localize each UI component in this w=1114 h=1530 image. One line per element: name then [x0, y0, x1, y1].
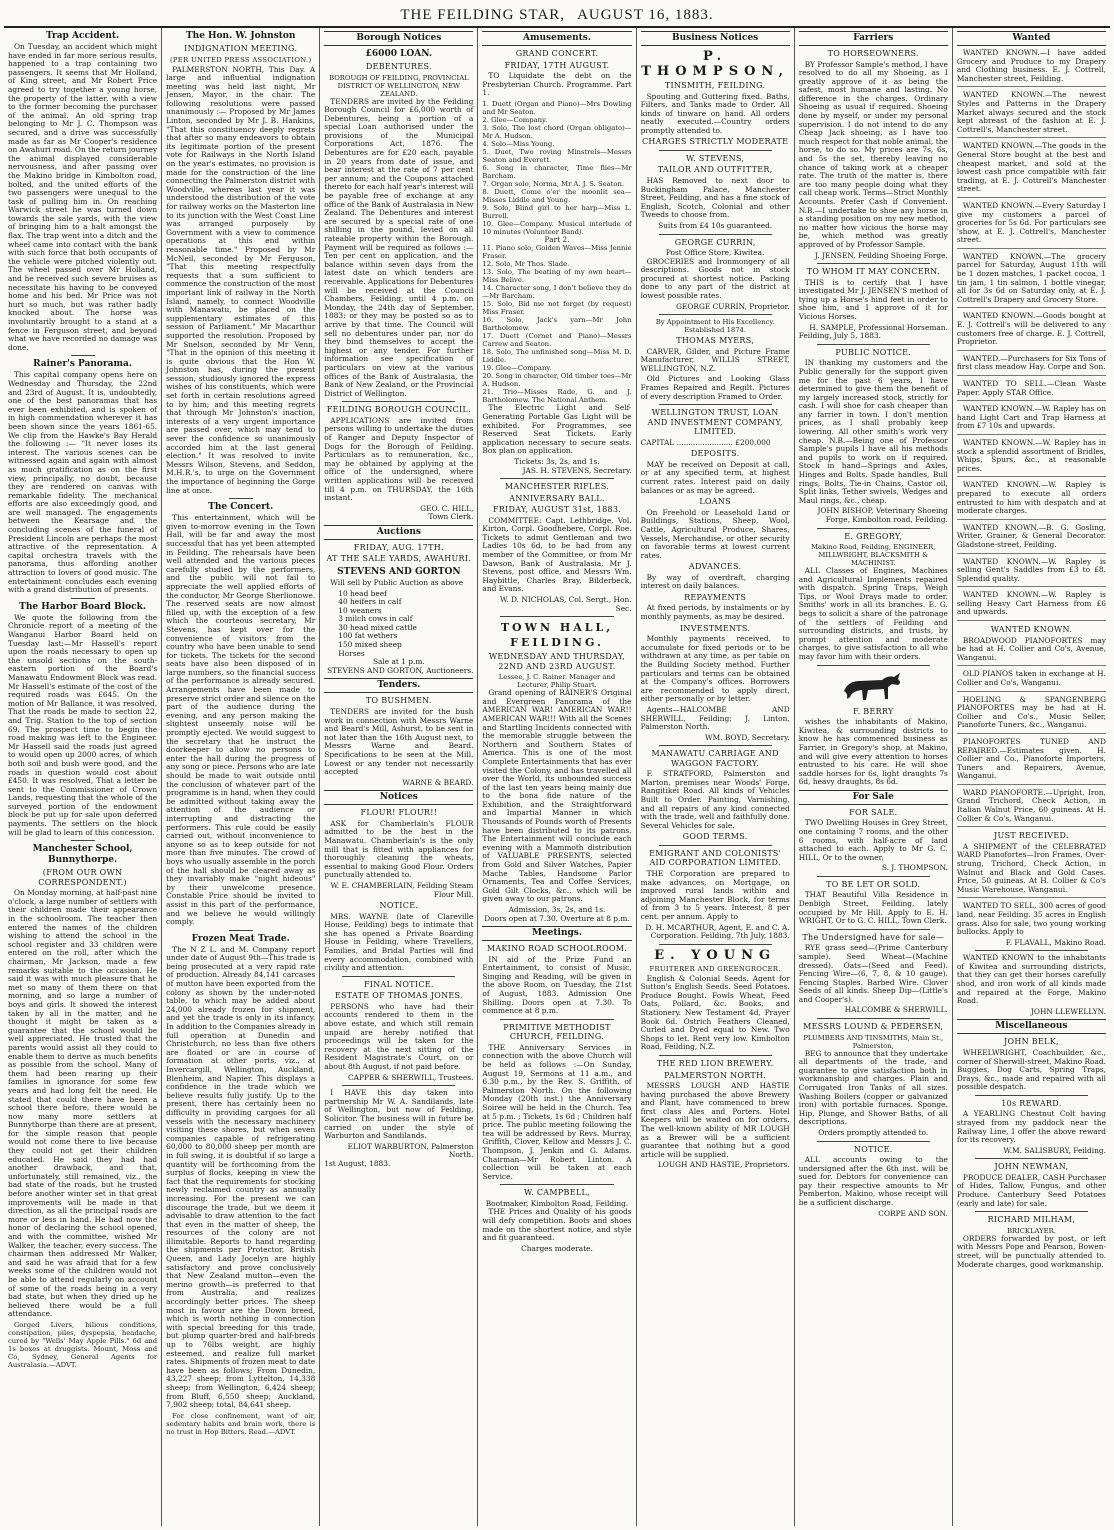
makino-school-body: IN aid of the Prize Fund an Entertainment, to consist of Music, Singing and Reading, will be given in the above Room, on Tuesday, the 21st of August, 1883. Admission One Shilling. Doors open at 7.30. To commence at 8 p.m. — [482, 954, 632, 1016]
for-sale-band: For Sale — [799, 790, 948, 805]
wayne-notice-body: MRS. WAYNE (late of Clareville House, Feilding) begs to intimate that she has opened a Private Boarding House in Feilding, where Travellers, Families, and Bridal Parties will find every accommodation, combined with civility and attention. — [324, 911, 474, 973]
meat-heading: Frozen Meat Trade. — [191, 933, 290, 944]
wanted-item: WANTED KNOWN.—B. G. Gosling, Writer, Grainer, & General Decorator. Gladstone-street, Feilding. — [957, 524, 1106, 554]
gregory-heading: E. GREGORY, — [844, 531, 903, 541]
to-let-heading: TO BE LET OR SOLD. — [826, 879, 921, 889]
belk-heading: JOHN BELK, — [1003, 1037, 1059, 1047]
carriage-terms: GOOD TERMS. — [682, 832, 748, 842]
school-body: On Monday morning, at half-past nine o'clock, a large number of settlers with their children made their appearance in the schoolroom. The teacher then entered the names of the children wishing to attend the school in the school register and 33 children were entered on the roll, after which the chairman, Mr Jackson, made a few remarks suitable to the occasion. He said it was with much pleasure that he met so many of them there on that morning, and so large a number of boys and girls. It showed the interest taken by all in the matter, and he thought it might be taken as a guarantee that the school would be well appreciated. He trusted that the parents would assist all they could to enable them to derive as much benefits as possible from the school. Many of them had been rearing up their families in ignorance for some few years and had long felt the need. He stated that could there have been a school there before, there would be now many more settlers at Bunnythorpe than there are at present, for the simple reason that people would not come there to live because they could not get their children educated. He said they had had another drawback, and that, unfortunately, still remained, viz., the bad state of the roads, but he trusted before another winter set in that great improvements will be made in that direction, as all the principal roads are more or less in hand. He had now the honor of declaring the school opened, and with the committee, wished Mr Walker, the teacher, every success. The chairman then addressed Mr Walker, and said he was afraid that for a few weeks some of the children would not be able to attend regularly on account of some of the roads being in a very bad state, but when they dried up he believed there would be a full attendance. — [8, 888, 158, 1319]
town-hall-doors: Doors open at 7.30. Overture at 8 p.m. — [484, 913, 630, 923]
programme-item: 16. Solo, Jack's yarn—Mr John Bartholomew. — [482, 316, 632, 333]
berry-heading: F. BERRY — [852, 706, 894, 716]
newman-body: PRODUCE DEALER, CASH Purchaser of Hides, Tallow, Fungus, and other Produce. Canterbury Seed Potatoes (early and late) for sale. — [956, 1172, 1106, 1208]
programme-item: 8. Duett, Come o'er the moonlit sea—Misses Liddle and Young. — [482, 187, 632, 204]
programme-item: 1. Duett (Organ and Piano)—Mrs Dowling and Mr Seaton. — [482, 99, 632, 116]
to-let-body: THAT Beautiful Villa Residence in Denbigh Street, Feilding, lately occupied by Mr Hill. Apply to E. H. WRIGHT, Or to G. C. HILL, Town Clerk. — [798, 890, 948, 926]
auction-firm: STEVENS AND GORTON — [337, 566, 461, 577]
primitive-heading: PRIMITIVE METHODIST CHURCH, FEILDING. — [503, 1022, 611, 1042]
column-3 — [320, 28, 478, 1526]
currin-heading: GEORGE CURRIN, — [674, 237, 756, 247]
horse-icon — [838, 669, 908, 705]
miscellaneous-band: Miscellaneous — [957, 1019, 1106, 1034]
column-1 — [4, 28, 162, 1526]
campbell-sig: Charges moderate. — [521, 1243, 593, 1253]
trust-deposits-body: MAY be received on Deposit at call, or at any specified term, at highest current rates. Interest paid on daily balances or as may be agreed. — [640, 459, 790, 495]
programme-item: 21. Trio—Misses Rade, G. and J. Bartholomew. The National Anthem. — [482, 388, 632, 405]
bushmen-heading: TO BUSHMEN. — [365, 696, 432, 706]
johnston-subheading: INDIGNATION MEETING. — [184, 44, 298, 53]
programme-item: 3. Solo, The lost chord (Organ obligato)—Mr A. Hudson. — [482, 123, 632, 140]
auction-item: 3 milch cows in calf — [338, 614, 413, 624]
programme-item: 20. Song in character, Old timber toes—Mr A. Hudson. — [482, 372, 632, 389]
horseowners-sig: J. JENSEN, Feilding Shoeing Forge. — [815, 250, 948, 260]
column-7 — [953, 28, 1110, 1526]
gregory-sub: Makino Road, Feilding, ENGINEER, MILLWRIGHT, BLACKSMITH & MACHINIST. — [811, 543, 936, 568]
horseowners-heading: TO HORSEOWNERS. — [827, 49, 919, 58]
town-hall-lessee: Lessee, J. C. Rainer. Manager and Lecturer, Philip Stuart. — [498, 673, 616, 690]
thompson-charges: CHARGES STRICTLY MODERATE — [641, 137, 789, 147]
milham-heading: RICHARD MILHAM, — [987, 1215, 1076, 1225]
masthead-date: AUGUST 16, 1883. — [577, 6, 714, 23]
wanted-item: WANTED KNOWN.—The grocery parcel for Saturday, August 11th will be 1 dozen matches, 1 packet cocoa, 1 tin jam, 1 tin salmon, 1 bottle vinegar, all for 3s 6d on Saturday only, at E. J. Cottrell's Drapery and Grocery Store. — [957, 253, 1106, 309]
ward-piano-body: WARD PIANOFORTE.—Upright, Iron, Grand Trichord, Check Action, in Italian Walnut Price, 60 guineas. At H. Collier & Co's, Wanganui. — [957, 789, 1106, 827]
undersigned-sig: HALCOMBE & SHERWILL. — [844, 1005, 948, 1015]
emigrant-body: THE Corporation are prepared to make advances, on Mortgage, on improved rural lands within and adjoining Manchester Block, for terms of from 3 to 5 years. Interest, 8 per cent. per annum. Apply to — [640, 868, 790, 921]
programme-item: 5. Duet, Two roving Minstrels—Messrs Seaton and Everett. — [482, 147, 632, 164]
wanted-item: WANTED KNOWN.—Every Saturday I give my customers a parcel of groceries for 5s 6d. For particulars see 'show, at E. J. Cottrell's, Manchester street. — [957, 202, 1106, 249]
red-lion-sig: LOUGH AND HASTIE, Proprietors. — [657, 1160, 790, 1170]
wanted-item: WANTED TO SELL.—Clean Waste Paper. Apply STAR Office. — [957, 380, 1106, 401]
currin-body: GROCERIES and Ironmongery of all descriptions. Goods not in stock procured at shortest notice. Packing done to any part of the district at lowest possible rates. — [640, 256, 790, 300]
programme-item: 2. Glee—Company. — [482, 115, 548, 124]
town-hall-admission: Admission, 3s, 2s, and 1s. — [508, 905, 606, 914]
auction-item: 10 head beef — [338, 588, 387, 598]
trust-heading: WELLINGTON TRUST, LOAN AND INVESTMENT COMPANY, LIMITED. — [647, 408, 783, 437]
debentures-body: TENDERS are invited by the Feilding Borough Council for £6,000 worth of Debentures, being a portion of a special Loan authorised under the provisions of the Municipal Corporations Act, 1876. The Debentures are for £20 each, payable in 20 years from date of issue, and bear interest at the rate of 7 per cent per annum; and the Coupons attached thereto for each half year's interest will be payable free of exchange at any office of the Bank of Australasia in New Zealand. The Debentures and interest are secured by a special rate of one shilling in the pound, levied on all rateable property within the Borough. Payment will be required as follows :— Ten per cent on application, and the balance within seven days from the latest date on which tenders are receivable. Applications for Debentures will be received at the Council Chambers, Feilding, until 4 p.m. on Monday, the 24th day of September, 1883; or they may be posted so as to arrive by that time. The Council will sell no debentures under par, nor do they bind themselves to accept the highest or any tender. For further information see specification of particulars on view at the various offices of the Bank of Australasia, the Bank of New Zealand, or the Provincial District of Wellington. — [324, 96, 474, 398]
bushmen-body: TENDERS are invited for the bush work in connection with Messrs Warne and Beard's Mill, Ashurst, to be sent in not later than the 16th August next, to Messrs Warne and Beard. Specifications to be seen at the Mill. Lowest or any tender not necessarily accepted — [324, 706, 474, 777]
trust-sig: WM. BOYD, Secretary. — [705, 732, 790, 742]
wanted-item: WANTED KNOWN.—W. Rapley has in stock a splendid assortment of Bridles, Whips, Spurs, &c., at reasonable prices. — [957, 439, 1106, 477]
hoeling-body: HOELING & SPANGENBERG PIANOFORTES may be had at H. Collier and Co's., Music Seller, Pianoforte Tuners, &c., Wanganui. — [957, 696, 1106, 734]
auction-time: Sale at 1 p.m. — [372, 657, 425, 667]
loan-heading: £6000 LOAN. — [365, 49, 433, 59]
milham-body: ORDERS forwarded by post, or left with Messrs Pope and Pearson, Bowen-street, will be punctually attended to. Moderate charges, good workmanship. — [956, 1233, 1106, 1269]
campbell-sub: Bootmaker, Kimbolton Road, Feilding. — [485, 1198, 629, 1208]
warburton-date: 1st August, 1883. — [324, 1158, 391, 1168]
gregory-body: ALL Classes of Engines, Machines and Agricultural Implements repaired with dispatch. Spring Traps, Weigh Tips, or Wool Drays made to order. Smiths' work in all its branches. E. G. begs to solicit a share of the patronage of the settlers of Feilding and surrounding districts, and trusts, by prompt attention and moderate charges, to give satisfaction to all who may favor him with their orders. — [798, 566, 948, 662]
land-for-sale-body: WANTED TO SELL, 300 acres of good land, near Feilding. 35 acres in English grass. Also for sale, two young working bullocks. Apply to — [956, 901, 1106, 937]
berry-body: wishes the inhabitants of Makino, Kiwitea, & surrounding districts to know he has commenced business as Farrier, in Gregory's shop, at Makino, and will give every attention to horses entrusted to his care. He will shoe saddle horses for 6s, light draughts 7s 6d, heavy draughts, 8s 6d. — [798, 717, 948, 787]
grand-concert-date: FRIDAY, 17TH AUGUST. — [504, 60, 610, 70]
town-clerk-sig: Town Clerk. — [428, 512, 474, 522]
broadwood-body: BROADWOOD PIANOFORTES may be had at H. Collier and Co's, Avenue, Wanganui. — [957, 637, 1106, 667]
column-6 — [795, 28, 953, 1526]
auction-item: 10 weaners — [338, 605, 382, 615]
ball-body: COMMITTEE: Capt. Lethbridge, Vol. Kirton, Corpl. Goodhebere, Corpl. Roe. Tickets to admit Gentleman and two Ladies 10s 6d, to be had from any member of the Committee, or from Mr Dawson, Bank of Australasia, Mr J. Stevens, post office, and Messrs Wm. Haybittle, Charles Bray, Bilderbeck, and Evans. — [482, 515, 632, 594]
grand-concert-light: The Electric Light and Self-Generating Portable Gas Light will be exhibited. For Programmes, see Reserved Seat Tickets. Early application necessary to secure seats. Box plan on application. — [482, 403, 632, 456]
programme-item: 10. Glee—Company. Musical interlude of 10 minutes (Volunteer Band). — [482, 219, 632, 236]
thompson-sub: TINSMITH, FEILDING. — [664, 81, 766, 90]
trust-investments-heading: INVESTMENTS. — [679, 623, 751, 633]
corpe-notice-sig: CORPE AND SON. — [878, 1208, 948, 1218]
auction-item: 40 heifers in calf — [338, 597, 402, 607]
harbor-heading: The Harbor Board Block. — [19, 601, 146, 612]
pills-advt: Gorged Livers, bilious conditions, constipation, piles, dyspepsia, headache, cured by "Wells' May Apple Pills." 6d and 1s boxes at druggists. Mount, Moss and Co, Sydney, General Agents for Australasia.—ADVT. — [8, 1320, 158, 1369]
final-notice-heading: FINAL NOTICE. — [363, 979, 434, 989]
lound-body: BEG to announce that they undertake all departments of the trade, and guarantee to give satisfaction both in workmanship and charges. Plain and Corrugated Iron Tanks of all sizes. Washing Boilers (copper or galvanized iron) with portable furnaces. Sponge, Hip, Plunge, and Shower Baths, of all descriptions. — [798, 1048, 948, 1127]
johnston-press: (PER UNITED PRESS ASSOCIATION.) — [169, 55, 312, 64]
currin-sig: GEORGE CURRIN, Proprietor. — [676, 301, 790, 311]
for-sale-heading: FOR SALE. — [849, 807, 898, 817]
trust-deposits-heading: DEPOSITS. — [690, 449, 740, 459]
notices-band: Notices — [324, 790, 473, 805]
column-5 — [637, 28, 795, 1526]
lound-heading: MESSRS LOUND & PEDERSEN, — [803, 1022, 944, 1032]
rainer-heading: Rainer's Panorama. — [33, 359, 132, 370]
just-received-body: A SHIPMENT of the CELEBRATED WARD Pianofortes—Iron Frames, Over-strung, Trichord, Check Action, in Walnut and Black and Gold Cases. Price, 50 guineas. At H. Collier & Co's Music Warehouse, Wanganui. — [957, 843, 1106, 899]
carriage-heading: MANAWATU CARRIAGE AND WAGGON FACTORY. — [651, 749, 779, 768]
programme-item: 12. Solo, Mr Thos. Slade. — [482, 260, 570, 269]
flour-sig: W. E. CHAMBERLAIN, Feilding Steam Flour Mill. — [330, 880, 474, 899]
public-notice-heading: PUBLIC NOTICE. — [835, 347, 912, 357]
undersigned-body: RYE grass seed—(Prime Canterbury sample). Seed Wheat—(Machine dressed). Oats—(Seed and Feed). Fencing Wire—(6, 7, 8, & 10 gauge). Fencing Staples. Barbed Wire. Clover Seeds of all kinds. Sheep Dip—(Little's and Cooper's). — [798, 943, 948, 1004]
to-whom-date: Feilding, July 5, 1883. — [798, 331, 881, 341]
wanted-item: WANTED KNOWN.—The goods in the General Store bought at the best and cheapest market, and sold at the lowest cash price compatible with fair trading, at E. J. Cottrell's Manchester street. — [957, 142, 1106, 198]
town-hall-dates: WEDNESDAY AND THURSDAY, 22ND AND 23RD AUGUST. — [488, 652, 626, 671]
wanted-item: WANTED KNOWN.—W. Rapley is prepared to execute all orders entrusted to him with despatch and at moderate charges. — [957, 481, 1106, 519]
programme-item: 18. Solo, The unfinished song—Miss M. D. Liddle. — [482, 348, 632, 365]
to-whom-sig: H. SAMPLE, Professional Horseman. — [809, 322, 948, 332]
auction-body: Will sell by Public Auction as above — [330, 577, 464, 587]
jones-sig: CAPPER & SHERWILL, Trustees. — [348, 1072, 474, 1082]
campbell-heading: W. CAMPBELL, — [524, 1188, 590, 1198]
makino-school-heading: MAKINO ROAD SCHOOLROOM. — [486, 944, 628, 954]
emigrant-sig: D. H. MCARTHUR, Agent, E. and C. A. Corporation. Feilding, 7th July, 1883. — [645, 922, 790, 941]
columns — [4, 28, 1110, 1526]
stevens-body: HAS Removed to next door to Buckingham Palace, Manchester Street, Feilding, and has a fine stock of English, Scotch, Colonial and other Tweeds to choose from. — [640, 175, 790, 220]
debentures-heading: DEBENTURES. — [365, 62, 432, 71]
programme-part-2-label: Part 2. — [544, 234, 570, 244]
ball-sig: W. D. NICHOLAS, Col. Sergt., Hon. Sec. — [500, 594, 632, 613]
myers-body: Old Pictures and Looking Glass Frames Repaired and Regilt. Pictures of every description Framed to Order. — [640, 374, 790, 401]
tenders-band: Tenders. — [324, 678, 473, 693]
public-notice-body: IN thanking my customers and the Public generally for the support given me for the past 6 years, I have determined to give them the benefit of my largely increased stock, strictly for cash. I will shoe for cash cheaper than any farrier in town. I don't mention prices, as I shall probably keep lowering. All other smith's work very cheap. N.B.—Being one of Professor Sample's pupils I have all his methods and pupils to work on if required. Stock in hand—Springs and Axles, Hinges and Bolts, Spade handles, Bull rings, Bolts, Tie-in Chains, Castor oil, Split links, Tether swivels, Wedges and Maul rings, &c., cheap. — [798, 358, 948, 505]
for-sale-body: TWO Dwelling Houses in Grey Street, one containing 7 rooms, and the other 6 rooms, with half-acre of land attached to each. Apply to Mr G. C. HILL, Or to the owner, — [798, 818, 948, 862]
programme-part-1 — [482, 100, 631, 236]
ball-date: FRIDAY, AUGUST 31st, 1883. — [492, 505, 622, 515]
trap-accident-body: On Tuesday, an accident which might have ended in far more serious results, happened to a trap containing two passengers. It seems that Mr Holland, of King street, and Mr Robert Price agreed to try together a young horse, the property of the latter, with a view to the former becoming the purchaser of the animal. An old spring trap belonging to Mr J. C. Thompson was secured, and a drive was successfully made as far as Mr Cooper's residence on Awahuri road. On the return journey the animal displayed considerable nervousness, and after passing over the Makino bridge in Kimbolton road, bolted, and the united efforts of the two passengers were unequal to the task of pulling him in. On reaching Warwick street he was turned down towards the sale yards, with the view of bringing him to a halt amongst the flax. The trap went into a ditch and the wheel came into contact with the bank with such force that both occupants of the vehicle were pitched violently out. The wheel passed over Mr Holland, and he received such severe bruises as necessitate his having to be conveyed home and his bed. Mr Price was not hurt so much, but was rather badly knocked about. The horse was involuntarily brought to a stand at a fence in Ferguson street, and beyond what we have recorded no damage was done. — [8, 42, 158, 352]
trust-advances-body: By way of overdraft, charging interest on daily balances. — [640, 572, 790, 591]
ball-heading: ANNIVERSARY BALL. — [509, 493, 605, 503]
auction-date: FRIDAY, AUG. 17TH. — [353, 542, 444, 552]
trust-loans-body: On Freehold or Leasehold Land or Buildings, Stations, Sheep, Wool, Cattle, Agricultural Produce, Shares, Vessels, Merchandise, or other security on favorable terms at lowest current rates. — [640, 507, 790, 560]
column-4 — [478, 28, 636, 1526]
meat-body: The N Z L. and M. Company report under date of August 9th—This trade is being prosecuted at a very rapid rate of production. Already 84,141 carcases of mutton have been exported from the colony as shown by the under-noted table, to which may be added about 24,000 already frozen for shipment, and yet the trade is only in its infancy. In addition to the Companies already in full operation at Dunedin and Christchurch, no less than five others are floated or are in course of formation at other ports, viz., at Invercargill, Wellington, Auckland, Blenheim, and Napier. This displays a confidence in the trade which we believe results fully justify. Up to the present, there has certainly been no difficulty in providing cargoes for all vessels with the necessary machinery visiting these shores, but when seven companies capable of refrigerating 60,000 to 80,000 sheep per month are in full swing, it is doubtful if so large a quantity will be forthcoming from the surplus of flocks, keeping in view the fact that the requirements for stocking newly reclaimed country as annually increasing. For the present we can discourage the trade, but we deem it advisable to draw attention to the fact that even in the matter of sheep, the resources of the colony are not illimitable. Reports to hand regarding the shipments per Protector, British Queen, and Lady Jocelyn are highly satisfactory and prove conclusively that New Zealand mutton—even the merino growth—is preferred to that from Australia, and realizes accordingly better prices. The sheep most in favour are the Down breed, which is worth nothing in connection with special breeding for this trade, but plump quarter-bred and half-breds up to 76lbs weight, are highly esteemed, and realize full market rates. Shipments of frozen meat to date have been as follows; From Dunedin, 43,227 sheep; from Lyttelton, 14,338 sheep; from Wellington, 6,424 sheep; from Bluff, 6,550 sheep; Auckland, 7,902 sheep; total, 84,641 sheep. — [166, 944, 316, 1410]
carriage-body: F. STRATFORD, Palmerston and Marton, premises near Woods' Forge, Rangitikei Road. All kinds of Vehicles Built to Order. Painting, Varnishing, and all repairs of any kind connected with the trade, well and faithfully done. Several Vehicles for sale. — [640, 769, 790, 830]
programme-item: 6. Song in character, Time flies—Mr Barcham. — [482, 163, 632, 180]
geo-hill-sig: GEO. C. HILL, — [420, 503, 474, 513]
reward-sig: W.M. SALISBURY, Feilding. — [1003, 1145, 1106, 1155]
programme-item: 9. Solo, Blind girl to her harp—Miss L. Burrell. — [482, 203, 632, 220]
grand-concert-body: TO Liquidate the debt on the Presbyterian Church. Programme. Part 1. — [482, 71, 632, 98]
johnston-heading: The Hon. W. Johnston — [185, 31, 296, 41]
auction-item: 30 head mixed cattle — [338, 622, 417, 632]
harbor-body: We quote the following from the Chronicle report of a meeting of the Wanganui Harbor Board held on Tuesday last:—Mr Hassell's report upon the roads necessary to open up the unsold sections on the south-eastern portion of the Board's Manawatu Endowment Block was read. Mr Hassell's estimate of the cost of the required roads was £645. On the motion of Mr Ballance, it was resolved, That the roads be made to section 22, and Trig. Station to the top of section 69. The prospect time to begin the road making was left to the Engineer. Mr Hassell said the roads just agreed to would open up 2000 acres, of which both soil and bush were good, and the roads in question would cost about £450. It was resolved, That a letter be sent to the Commissioner of Crown Lands, requesting that the whole of the surveyed portion of the endowment block be put up for sale upon deferred payments. The settlers on the block will be glad to learn of this concession. — [8, 612, 158, 837]
trust-loans-heading: LOANS — [699, 497, 731, 507]
auction-items — [324, 590, 473, 659]
auction-place: AT THE SALE YARDS, AWAHURI. — [326, 554, 472, 564]
bitters-advt: For close confinement, want of air, sedentary habits and brain work, there is no trust in Hop Bitters. Read.—ADVT. — [166, 1411, 316, 1436]
campbell-body: THE Prices and Quality of his goods will defy competition. Boots and shoes made on the shortest notice, and style and fit guaranteed. — [482, 1207, 632, 1243]
fbc-heading: FEILDING BOROUGH COUNCIL. — [326, 405, 471, 415]
myers-sub: CARVER, Gilder, and Picture Frame Manufacturer, WILLIS STREET, WELLINGTON, N.Z. — [640, 346, 790, 373]
young-heading: E. YOUNG — [654, 947, 777, 963]
grand-concert-heading: GRAND CONCERT. — [515, 49, 599, 58]
flour-heading: FLOUR! FLOUR!! — [360, 808, 438, 818]
trust-agents: Agents—HALCOMBE AND SHERWILL, Feilding; J. Linton, Palmerston North. — [640, 704, 790, 732]
wanted-item: WANTED KNOWN.—The newest Styles and Patterns in the Drapery Market always secured and the stock kept abreast of the fashion at E. J. Cottrell's, Manchester street. — [957, 91, 1106, 138]
public-notice-sig: JOHN BISHOP, Veterinary Shoeing Forge, Kimbolton road, Feilding. — [817, 506, 948, 524]
business-notices-band: Business Notices — [641, 31, 790, 46]
programme-item: 14. Character song, I don't believe they do—Mr Barcham. — [482, 284, 632, 301]
wanted-item: WANTED KNOWN.—Goods bought at E. J. Cottrell's will be delivered to any customers free of charge. E. J. Cottrell, Proprietor. — [957, 312, 1106, 350]
auction-item: 150 mixed sheep — [338, 640, 402, 650]
programme-item: 17. Duett (Cornet and Piano)—Messrs Carrew and Seaton. — [482, 332, 632, 349]
old-pianos-body: OLD PIANOS taken in exchange at H. Collier and Co's, Wanganui. — [957, 670, 1106, 691]
borough-notices-band: Borough Notices — [324, 31, 473, 46]
programme-item: 13. Solo, The beating of my own heart—Miss Belive. — [482, 268, 632, 285]
programme-item: 7. Organ solo, Norma, Mr A. J. S. Seaton. — [482, 179, 625, 188]
programme-item: 4. Solo—Miss Young. — [482, 139, 555, 148]
auction-sig: STEVENS AND GORTON, Auctioneers. — [327, 665, 474, 675]
just-received-heading: JUST RECEIVED. — [994, 831, 1069, 841]
lound-sig: Orders promptly attended to. — [818, 1127, 929, 1137]
trust-capital: CAPITAL ........................ £200,000 — [640, 437, 771, 447]
wayne-notice-heading: NOTICE. — [379, 901, 419, 911]
masthead-title: THE FEILDING STAR, — [400, 6, 566, 23]
trust-repayments-body: At fixed periods, by instalments or by monthly payments, as may be desired. — [640, 603, 790, 622]
kiwitea-forge-sig: JOHN LLEWELLYN. — [1030, 1006, 1106, 1016]
to-whom-body: THIS is to certify that I have investigated Mr J. JENSEN'S method of tying up a Horse's hind feet in order to shoe him, and I approve of it for Vicious Horses. — [798, 277, 948, 322]
pianofortes-tuned-body: PIANOFORTES TUNED AND REPAIRED.—Estimates given. H. Collier and Co., Pianoforte Importers, Tuners and Repairers, Avenue, Wanganui. — [957, 738, 1106, 785]
stevens-heading: W. STEVENS, — [686, 153, 745, 163]
trust-investments-body: Monthly payments received, to accumulate for fixed periods or to be withdrawn at any time, as per table on the Building Society method. Further particulars and terms can be obtained at the Company's offices. Borrowers are recommended to apply direct, either personally or by letter. — [640, 634, 790, 704]
to-whom-heading: TO WHOM IT MAY CONCERN. — [806, 267, 940, 277]
flour-body: ASK for Chamberlain's FLOUR admitted to be the best in the Manawatu. Chamberlain's is the only mill that is fitted with appliances for thoroughly cleaning the wheats, essential to making Good Flour. Orders punctually attended to. — [324, 818, 474, 880]
young-sub: FRUITERER AND GREENGROCER. — [649, 964, 781, 973]
grand-concert-tickets: Tickets: 3s, 2s, and 1s. — [514, 456, 600, 466]
masthead — [4, 4, 1110, 28]
auction-item: Horses — [338, 648, 365, 658]
belk-body: WHEELWRIGHT, Coachbuilder, &c., corner of Sherwill-street, Makino Road. Buggies, Dog Carts, Spring Traps, Drays, &c., made and repaired with all possible despatch. — [956, 1047, 1106, 1092]
young-body: English & Colonial Seeds. Agent for Sutton's English Seeds. Seed Potatoes. Produce Bought. Fowls Wheat, Feed Oats, Pollard, &c. Books, and Stationery. New Testament 4d, Prayer Book 6d. Ostrich Feathers Cleaned, Curled and Dyed equal to New. Two Shops to let. Rent very low. Kimbolton Road, Feilding, N.Z. — [640, 973, 790, 1052]
auction-item: 100 fat wethers — [338, 631, 398, 641]
grand-concert-sig: JAS. H. STEVENS, Secretary. — [522, 465, 632, 475]
corpe-notice-body: ALL accounts owing to the undersigned after the 6th inst. will be sued for. Debtors for convenience can pay their respective amounts to Mr Pemberton, Makino, whose receipt will be a sufficient discharge. — [798, 1155, 948, 1207]
for-sale-sig: S. J. THOMPSON. — [881, 863, 948, 873]
bushmen-sig: WARNE & BEARD. — [402, 777, 474, 787]
warburton-sig: ELIOT WARBURTON, Palmerston North. — [347, 1141, 474, 1160]
concert-body: This entertainment, which will be given to-morrow evening in the Town Hall, will be far and away the most successful that has yet been attempted in Feilding. The rehearsals have been well attended and the various pieces carefully studied by the performers, and the public will not fail to appreciate the well applied efforts of the conductor, Mr George Sherlionowe. The reserved seats are now almost filled up, with the exception of a few which the courteous secretary, Mr Stevens, has kept over for the convenience of visitors from the country who have been unable to send for tickets. The tickets for the second seats have also been disposed of in large numbers, so the financial success of the performance is already secured. Arrangements have been made to preserve strict order and silence on the part of the audience during the evening, and any person making the slightest unseemly noise will be promptly ejected. We would suggest to the secretary that he instruct the doorkeeper to allow no persons to enter the hall during the progress of any song or piece. Persons who are late should be made to wait outside until the conclusion of whatever part of the programme is in hand, when they could be admitted without taking away the attention of the audience or interrupting and distracting the performers. This rule could be easily carried out, without inconvenience to anyone so as to keep outside for not more than five minutes. The crowd of boys who usually assemble in the porch of the hall should be cleared away as they invariably make "night hideous" by their unwelcome presence. Constable Price should be invited to assist in this part of the performance, and we believe he would willingly comply. — [166, 513, 316, 927]
red-lion-body: MESSRS LOUGH AND HASTIE having purchased the above Brewery and Plant, have commenced to brew first class Ales and Porters. Hotel Keepers will be waited on for orders. The well-known ability of MR LOUGH as a Brewer will be a sufficient guarantee that nothing but a good article will be supplied. — [640, 1081, 790, 1159]
rainer-body: This capital company opens here on Wednesday and Thursday, the 22nd and 23rd of August. It is, undoubtedly, one of the best panoramas that has ever been exhibited, and is spoken of in high commendation wherever it has been shown since the years 1861-65. We clip from the Hawke's Bay Herald the following :— "It never loses its interest. The various scenes can be witnessed again and again with almost as much gratification as on the first view, principally, no doubt, because they are rendered on canvas with remarkable fidelity. The mechanical efforts are also exceedingly good, and are well managed. The engagements between the Kearsage and the concluding scenes of the funeral of President Lincoln are perhaps the most attractive of the representation. A capital orchestra travels with the panorama, thus affording another attraction to lovers of good music. The entertainment concludes each evening with a grand distribution of presents. — [8, 370, 158, 595]
ranger-apps-body: APPLICATIONS are invited from persons willing to undertake the duties of Ranger and Deputy Inspector of Dogs for the Borough of Feilding. Particulars as to remuneration, &c., may be obtained by applying at the office of the undersigned, where written applications will be received till 4 p.m. on THURSDAY, the 16th instant. — [324, 415, 474, 503]
emigrant-heading: EMIGRANT AND COLONISTS' AID CORPORATION LIMITED. — [649, 848, 782, 868]
column-2 — [162, 28, 320, 1526]
wanted-item: WANTED KNOWN.—I have added Grocery and Produce to my Drapery and Clothing business. E. J. Cottrell, Manchester street, Feilding. — [957, 49, 1106, 87]
school-subheading: (FROM OUR OWN CORRESPONDENT.) — [38, 868, 127, 887]
stevens-sub: TAILOR AND OUTFITTER, — [657, 165, 773, 175]
debentures-sub: BOROUGH OF FEILDING, PROVINCIAL DISTRICT OF WELLINGTON, NEW ZEALAND. — [329, 73, 469, 98]
red-lion-sub: PALMERSTON NORTH. — [664, 1070, 767, 1080]
wanted-item: WANTED.—Purchasers for Six Tons of first class meadow Hay. Corpe and Son. — [957, 355, 1106, 376]
concert-heading: The Concert. — [208, 502, 274, 513]
wanted-known-heading: WANTED KNOWN. — [990, 625, 1073, 635]
town-hall-body: Grand opening of RAINER'S Original and Evergreen Panorama of the AMERICAN WAR! AMERICAN WAR!! AMERICAN WAR!!! With all the Scenes and Startling Incidents connected with the memorable struggle between the Northern and Southern States of America. This is one of the most Complete Entertainments that has ever visited the Colony, and has travelled all over the World, its unbounded success of the last ten years being mainly due to the bona fide nature of the Exhibition, and the Straightforward and Impartial Manner in which Thousands of Pounds worth of Presents have been distributed to its patrons. The Entertainment will conclude each evening with a Mammoth distribution of VALUABLE PRESENTS, selected from Gold and Silver Watches, Papier Mache Tables, Handsome Parlor Ornaments, Tea and Coffee Services, Gold Gilt Clocks, &c., which will be given away to our patrons. — [482, 688, 632, 904]
meetings-band: Meetings. — [482, 926, 631, 941]
programme-item: 11. Piano solo, Golden Waves—Miss Jennie Fraser. — [482, 244, 632, 261]
red-lion-heading: THE RED LION BREWERY. — [656, 1059, 774, 1069]
farriers-band: Farriers — [799, 31, 948, 46]
kiwitea-forge-body: WANTED KNOWN to the inhabitants of Kiwitea and surrounding districts, that they can get their horses carefully shod, and iron work of all kinds made and repaired at the Forge, Makino Road. — [956, 953, 1106, 1006]
myers-heading: THOMAS MYERS, — [676, 336, 755, 346]
myers-appointment: By Appointment to His Excellency. Established 1874. — [655, 318, 775, 335]
milham-sub: BRICKLAYER. — [1006, 1226, 1056, 1235]
undersigned-heading: The Undersigned have for sale— — [802, 932, 945, 942]
stevens-suits: Suits from £4 10s guaranteed. — [658, 220, 773, 230]
lound-sub: PLUMBERS AND TINSMITHS, Main St., Palmerston, — [803, 1033, 944, 1050]
currin-sub: Post Office Store, Kiwitea. — [665, 248, 765, 258]
reward-heading: 10s REWARD. — [1001, 1098, 1062, 1108]
horseowners-body: BY Professor Sample's method, I have resolved to do all my Shoeing, as I greatly approve of it as being the safest, most humane and lasting. No difference in the charges. Ordinary Shoeing as usual if required. Shoeing done by myself, or under my personal supervision. I do not intend to do any Cheap Jack shoeing, as I have too much respect for that noble animal, the horse, to do so. My prices are 7s, 6s, and 5s the set, thereby leaving no chance of taking work at a cheaper rate. The truth of the matter is, there are too many people doing what they call cheap work. Terms—Strict Monthly Accounts. Prefer Cash if Convenient. N.B.—I undertake to shoe any horse in a standing position on my new method, no matter how vicious the horse may be, which method was greatly approved of by Professor Sample. — [798, 59, 948, 249]
newman-heading: JOHN NEWMAN, — [994, 1162, 1069, 1172]
corpe-notice-heading: NOTICE. — [853, 1144, 893, 1154]
programme-item: 19. Glee—Company. — [482, 364, 552, 373]
wanted-item: WANTED KNOWN.—W. Rapley is selling Heavy Cart Harness from £6 and upwards. — [957, 591, 1106, 621]
trust-advances-heading: ADVANCES. — [688, 562, 742, 572]
wanted-item: WANTED KNOWN.—W. Rapley is selling Gent's Saddles from £3 to £8. Splendid quality. — [957, 558, 1106, 588]
school-heading: Manchester School, Bunnythorpe. — [32, 844, 133, 866]
rifles-heading: MANCHESTER RIFLES. — [504, 482, 610, 492]
trust-repayments-heading: REPAYMENTS — [684, 592, 747, 602]
land-for-sale-sig: F. FLAVALL, Makino Road. — [1005, 937, 1106, 947]
reward-body: A YEARLING Chestnut Colt having strayed from my paddock near the Railway Line, I offer the above reward for its recovery. — [956, 1109, 1106, 1145]
programme-part-2 — [482, 244, 631, 404]
primitive-body: THE Anniversary Services in connection with the above Church will be held as follows :—On Sunday, August 19, Sermons at 11 a.m., and 6.30 p.m., by the Rev. S. Griffith, of Palmerston North. On the following Monday (20th inst.) the Anniversary Soiree will be held in the Church. Tea at 5 p.m. ; Tickets, 1s 6d ; Children half price. The public meeting following the tea will be addressed by Revs. Murray, Griffith, Clover, Kellow and Messrs J. C. Thompson, J. Jenkin and G. Adams. Chairman—Mr Robert Linton. A collection will be taken at each Service. — [482, 1042, 632, 1181]
warburton-body: I HAVE this day taken into partnership Mr W. A. Sandilands, late of Wellington, but now of Feilding, Solicitor. The business will in future be carried on under the style of Warburton and Sandilands. — [324, 1088, 474, 1141]
jones-body: PERSONS who have had their accounts rendered to them in the above estate, and which still remain unpaid are hereby notified that proceedings will be taken for the recovery at the next sitting of the Resident Magistrate's Court, on or about 8th August, if not paid before. — [324, 1001, 474, 1071]
johnston-body: PALMERSTON NORTH, This Day. A large and influential indignation meeting was held last night, Mr Jensen, Mayor, in the chair. The following resolutions were passed unanimously :— Proposed by Mr James Linton, seconded by Mr J. B. Hankins, "That this constituency deeply regrets that after so many endeavors to obtain its legitimate portion of the present vote for Railways in the North Island on the year's estimates, no provision is made for the construction of the line connecting the Palmerston district with Woodville, whereas last year it was understood the distribution of the vote for railway works on the Masterton line to its junction with the West Coast Line was arranged purposely by Government with a view to commence operations at this end within reasonable time." Proposed by Mr McNeil, seconded by Mr Ferguson, "That this meeting respectfully requests that a sum sufficient to commence the construction of the most important link of railway in the North Island, namely, to connect Woodville with Manawatu, be placed on the supplementary estimates of this session of Parliament." Mr Macarthur supported the resolution. Proposed by Mr Snelson, seconded by Mr Venn, "That in the opinion of this meeting it is quite obvious that the Hon W. Johnston has, during the present session, studiously ignored the express wishes of his constituents, which were set forth in certain resolutions agreed to by him; and this meeting regrets that through Mr Johnston's inaction, interests of a very urgent importance are passed over, which may tend to sever the confidence so unanimously accorded him at the last general election." It was resolved to invite Messrs Wilson, Stevens, and Seddon, M.H.R.'s, to urge on the Government the importance of beginning the Gorge line at once. — [166, 64, 316, 495]
programme-item: 15. Solo, Bid me not forget (by request) Miss Fraser. — [482, 300, 632, 317]
thompson-body: Spouting and Guttering fixed. Baths, Filters, and Tanks made to Order. All kinds of tinware on hand. All orders neatly executed.—Country orders promptly attended to. — [640, 91, 790, 135]
jones-heading: ESTATE OF THOMAS JONES. — [334, 991, 463, 1001]
wanted-item: WANTED KNOWN.—W. Rapley has on hand Light Cart and Trap Harness at from £7 10s and upwards. — [957, 405, 1106, 435]
auctions-band: Auctions — [324, 525, 473, 540]
amusements-band: Amusements. — [482, 31, 631, 46]
wanted-band: Wanted — [957, 31, 1106, 46]
trap-accident-heading: Trap Accident. — [45, 31, 120, 41]
thompson-heading: P. THOMPSON, — [641, 49, 789, 79]
town-hall-heading: TOWN HALL, FEILDING. — [500, 621, 614, 650]
